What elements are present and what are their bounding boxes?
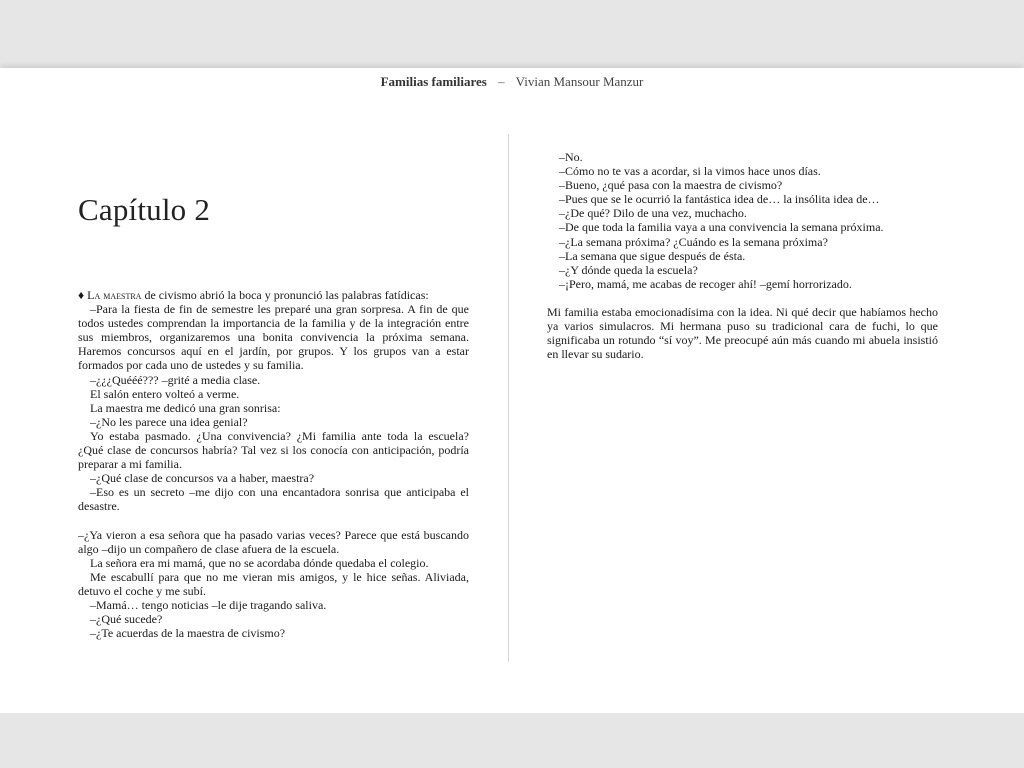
book-title: Familias familiares (380, 74, 487, 89)
running-header (0, 74, 1024, 90)
dialog-line: –Bueno, ¿qué pasa con la maestra de civismo? (559, 178, 783, 193)
paragraph: –¿Qué clase de concursos va a haber, maestra? (90, 471, 315, 486)
dialog-line: –¿De qué? Dilo de una vez, muchacho. (559, 206, 747, 221)
paragraph: –¿No les parece una idea genial? (90, 414, 248, 429)
paragraph: Yo estaba pasmado. ¿Una convivencia? ¿Mi familia ante toda la escuela? ¿Qué clase de concursos habría? Tal vez si los conocía con anticipación, podría preparar a mi familia. (78, 428, 469, 472)
paragraph: Me escabullí para que no me vieran mis amigos, y le hice señas. Aliviada, detuvo el coche y me subí. (78, 569, 469, 598)
paragraph: El salón entero volteó a verme. (90, 386, 240, 401)
paragraph: –Eso es un secreto –me dijo con una encantadora sonrisa que anticipaba el desastre. (78, 485, 469, 514)
dialog-line: –Cómo no te vas a acordar, si la vimos hace unos días. (559, 164, 821, 179)
dialog-line: –¡Pero, mamá, me acabas de recoger ahí! –gemí horrorizado. (559, 276, 852, 291)
reader-top-bar (0, 0, 1024, 68)
dialog-line: –La semana que sigue después de ésta. (559, 248, 746, 263)
dialog-line: –Pues que se le ocurrió la fantástica idea de… la insólita idea de… (559, 192, 880, 207)
opening-text: de civismo abrió la boca y pronunció las palabras fatídicas: (141, 288, 429, 302)
paragraph: –¿¿¿Quééé??? –grité a media clase. (90, 372, 261, 387)
dialog-lines (547, 150, 938, 291)
section-break-paragraph: –¿Ya vieron a esa señora que ha pasado varias veces? Parece que está buscando algo –dijo un compañero de clase afuera de la escuela. (78, 527, 469, 556)
left-page-column (78, 288, 469, 640)
opening-smallcaps: La maestra (87, 288, 142, 302)
reader-bottom-bar (0, 713, 1024, 768)
paragraph: La maestra me dedicó una gran sonrisa: (90, 400, 281, 415)
dialog-line: –¿Y dónde queda la escuela? (559, 262, 698, 277)
page-divider (508, 134, 509, 662)
paragraph: –¿Te acuerdas de la maestra de civismo? (90, 626, 286, 641)
right-page-column (547, 150, 938, 361)
closing-paragraph: Mi familia estaba emocionadísima con la idea. Ni qué decir que habíamos hecho ya varios simulacros. Mi hermana puso su tradicional cara de fuchi, lo que significaba un rotundo “sí voy”. Me preocupé aún más cuando mi abuela insistió en llevar su sudario. (547, 304, 938, 362)
chapter-title: Capítulo 2 (78, 192, 211, 227)
paragraph: La señora era mi mamá, que no se acordaba dónde quedaba el colegio. (90, 555, 429, 570)
author-name: Vivian Mansour Manzur (515, 74, 644, 89)
dialog-line: –¿La semana próxima? ¿Cuándo es la semana próxima? (559, 234, 828, 249)
dialog-line: –De que toda la familia vaya a una convivencia la semana próxima. (559, 220, 884, 235)
paragraph: –Para la fiesta de fin de semestre les preparé una gran sorpresa. A fin de que todos ustedes comprendan la importancia de la familia y de la integración entre sus miembros, organizaremos una bonita convivencia la próxima semana. Haremos concursos aquí en el jardín, por grupos. Y los grupos van a estar formados por cada uno de ustedes y su familia. (78, 302, 469, 373)
dialog-line: –No. (559, 150, 583, 164)
paragraph: –¿Qué sucede? (90, 612, 163, 627)
opening-paragraph (78, 288, 469, 302)
paragraph: –Mamá… tengo noticias –le dije tragando saliva. (90, 597, 327, 612)
diamond-ornament-icon: ♦ (78, 288, 85, 302)
header-separator: – (498, 74, 505, 89)
